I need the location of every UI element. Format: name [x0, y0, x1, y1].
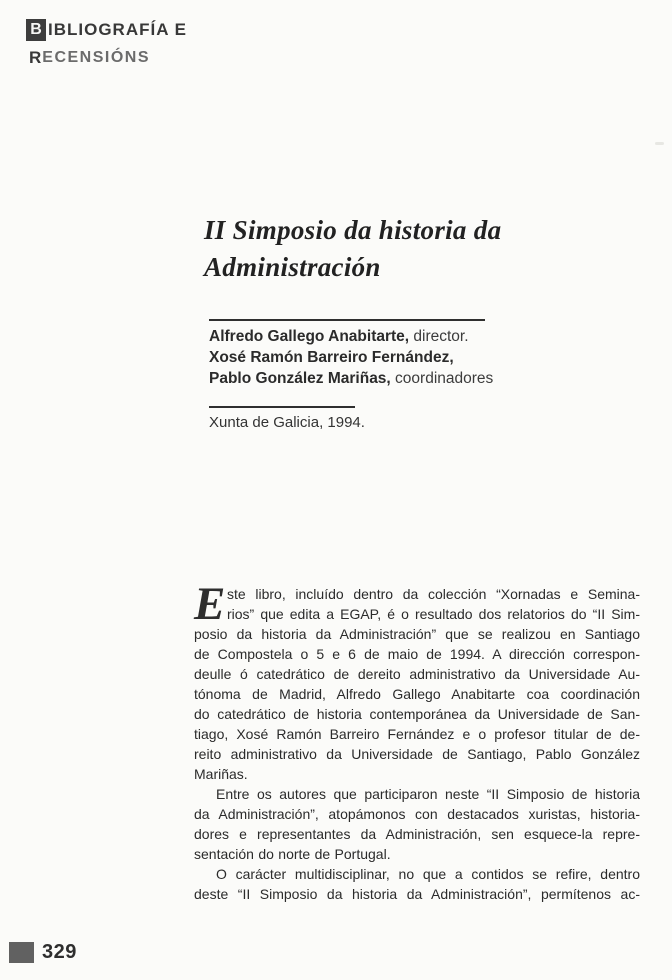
credits-block	[209, 319, 509, 389]
section-header-initial: R	[29, 48, 43, 67]
page-footer	[9, 941, 77, 964]
publisher-block	[209, 406, 449, 433]
text-line: sentación do norte de Portugal.	[194, 846, 391, 862]
credit-line	[209, 326, 509, 347]
text-line: dores e representantes da Administración, sen esquece-la repre-	[194, 826, 640, 842]
section-header-line1	[26, 18, 187, 42]
text-line: Mariñas.	[194, 766, 248, 782]
credits-rule	[209, 319, 485, 321]
section-header-text: IBLIOGRAFÍA E	[48, 20, 187, 39]
section-header	[26, 18, 187, 70]
paragraph-2	[194, 784, 640, 864]
initial-letter-box: B	[26, 19, 46, 41]
credit-name: Pablo González Mariñas,	[209, 370, 391, 387]
text-line: deulle ó catedrático de dereito administrativo da Universidade Au-	[194, 666, 640, 682]
page-number-box	[9, 942, 34, 963]
text-line: da Administración”, atopámonos con destacados xuristas, historia-	[194, 806, 640, 822]
article-title: II Simposio da historia da Administración	[204, 215, 502, 282]
text-line: O carácter multidisciplinar, no que a contidos se refire, dentro	[216, 866, 640, 882]
page-number: 329	[42, 941, 77, 963]
credit-role: director.	[409, 328, 469, 345]
paragraph-3	[194, 864, 640, 904]
section-header-text-gray: ECENSIÓNS	[42, 49, 151, 66]
text-line: posio da historia da Administración” que se realizou en Santiago	[194, 626, 640, 642]
text-line: do catedrático de historia contemporánea da Universidade de San-	[194, 706, 640, 722]
credit-line	[209, 368, 509, 389]
text-line: de Compostela o 5 e 6 de maio de 1994. A dirección correspon-	[194, 646, 640, 662]
credit-role: coordinadores	[390, 370, 494, 387]
credit-name: Alfredo Gallego Anabitarte,	[209, 328, 410, 345]
publisher-rule	[209, 406, 355, 408]
text-line: tiago, Xosé Ramón Barreiro Fernández e o profesor titular de de-	[194, 726, 640, 742]
text-line: ste libro, incluído dentro da colección “Xornadas e Semina-	[227, 586, 640, 602]
text-line: rios” que edita a EGAP, é o resultado dos relatorios do “II Sim-	[227, 606, 640, 622]
text-line: deste “II Simposio da historia da Administración”, permítenos ac-	[194, 886, 640, 902]
review-body	[194, 578, 640, 904]
drop-cap: E	[194, 578, 226, 630]
credit-name: Xosé Ramón Barreiro Fernández,	[209, 349, 454, 366]
publisher-text: Xunta de Galicia, 1994.	[209, 414, 365, 431]
text-line: reito administrativo da Universidade de Santiago, Pablo González	[194, 746, 640, 762]
credit-line	[209, 347, 509, 368]
text-line: tónoma de Madrid, Alfredo Gallego Anabitarte coa coordinación	[194, 686, 640, 702]
text-line: Entre os autores que participaron neste “II Simposio de historia	[216, 786, 640, 802]
section-header-line2	[29, 46, 187, 70]
paragraph-1	[194, 578, 640, 784]
scan-artifact	[655, 142, 664, 145]
